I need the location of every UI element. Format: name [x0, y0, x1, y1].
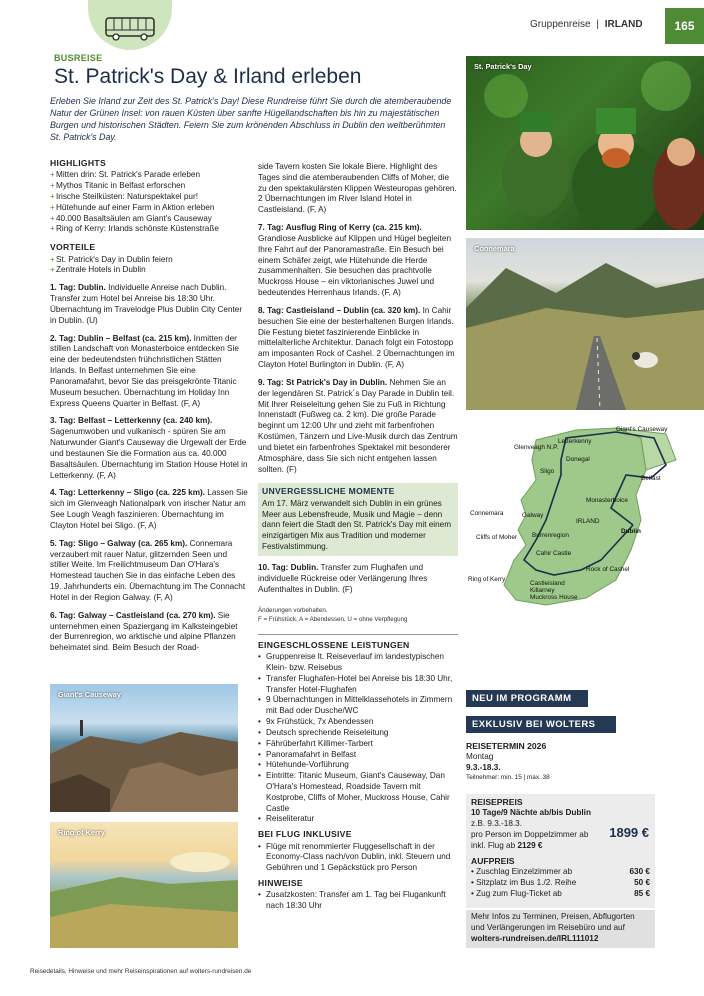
included-heading: EINGESCHLOSSENE LEISTUNGEN	[258, 639, 410, 650]
day-title: 3. Tag: Belfast – Letterkenny (ca. 240 km).	[50, 416, 213, 426]
day-title: 7. Tag: Ausflug Ring of Kerry (ca. 215 km).	[258, 223, 422, 233]
photo-label-kerry: Ring of Kerry	[58, 828, 105, 837]
surcharge-row: • Zuschlag Einzelzimmer ab 630 €	[471, 867, 650, 876]
highlight-item: + 40.000 Basaltsäulen am Giant's Causeway	[50, 214, 248, 225]
photo-giants-causeway	[50, 684, 238, 812]
map-label: Killarney	[530, 587, 555, 594]
highlight-item: + Ring of Kerry: Irlands schönste Küstenstraße	[50, 224, 248, 235]
day-10-text: Transfer zum Flughafen und individuelle Rückreise oder Verlängerung Ihres Aufenthaltes in Dublin. (F)	[258, 562, 428, 594]
itinerary-day	[50, 334, 248, 410]
highlight-item: + Hütehunde auf einer Farm in Aktion erleben	[50, 203, 248, 214]
middle-column	[258, 162, 458, 912]
price-with-flight: 2129 €	[517, 840, 543, 850]
flight-list	[258, 842, 458, 874]
hint-item: • Zusatzkosten: Transfer am 1. Tag bei Flugankunft nach 18:30 Uhr	[258, 890, 458, 912]
more-info-text: Mehr Infos zu Terminen, Preisen, Abflugorten und Verlängerungen im Reisebüro und auf	[471, 912, 635, 932]
day-title: 6. Tag: Galway – Castleisland (ca. 270 km).	[50, 610, 216, 620]
day-title: 5. Tag: Sligo – Galway (ca. 265 km).	[50, 538, 188, 548]
price-line4a: inkl. Flug ab	[471, 840, 516, 850]
surcharge-price: 85 €	[634, 888, 650, 898]
day-10	[258, 563, 458, 595]
itinerary-day	[50, 488, 248, 531]
day-text: Sagenumwoben und vulkanisch - spüren Sie am Naturwunder Giant's Causeway die Urgewalt der Erde und bestaunen Sie die Formation aus ca. 40.000 Basaltsäulen. Übernachtung im Station House Hotel in Letterkenny. (F, A)	[50, 427, 248, 480]
map-label: Galway	[522, 512, 544, 519]
price-heading: REISEPREIS	[471, 797, 523, 807]
termin-block	[466, 741, 655, 782]
surcharge-list	[471, 867, 650, 899]
map-label: Belfast	[641, 475, 661, 482]
day6-continuation: side Tavern kosten Sie lokale Biere. Highlight des Tages sind die atemberaubenden Cliffs of Moher, die zu den spektakulärsten Klippen Westeuropas gehören. 2 Übernachtungen im River Island Hotel in Castleisland. (F, A)	[258, 162, 457, 215]
highlight-item: + Irische Steilküsten: Naturspektakel pur!	[50, 192, 248, 203]
notes-changes: Änderungen vorbehalten.	[258, 607, 328, 615]
day-text: Individuelle Anreise nach Dublin. Transfer zum Hotel bei Anreise bis 18:30 Uhr. Übernachtung im Travelodge Plus Dublin City Center in Dublin. (U)	[50, 283, 243, 325]
itinerary-day	[50, 539, 248, 604]
price-line1: 10 Tage/9 Nächte ab/bis Dublin	[471, 808, 591, 818]
termin-dates: 9.3.-18.3.	[466, 763, 501, 773]
map-label: Dublin	[621, 528, 641, 535]
page-number: 165	[665, 8, 704, 44]
memorable-text: Am 17. März verwandelt sich Dublin in ein grünes Meer aus Lebensfreude, Musik und Magie – denn dann feiert die Stadt den St. Patrick's Day mit einem einzigartigen Mix aus Tradition und moderner Festivalstimmung.	[262, 498, 452, 552]
header-category: Gruppenreise	[530, 19, 591, 30]
itinerary-day	[258, 223, 458, 299]
included-item: • 9 Übernachtungen in Mittelklassehotels in Zimmern mit Bad oder Dusche/WC	[258, 695, 458, 717]
photo-label-connemara: Connemara	[474, 244, 515, 253]
ireland-map	[466, 420, 704, 620]
footer-text: Reisedetails, Hinweise und mehr Reiseinspirationen auf wolters-rundreisen.de	[30, 968, 252, 975]
highlights-heading: HIGHLIGHTS	[50, 158, 106, 168]
day-title: 2. Tag: Dublin – Belfast (ca. 215 km).	[50, 333, 192, 343]
day-title: 8. Tag: Castleisland – Dublin (ca. 320 km).	[258, 305, 421, 315]
flight-item: • Flüge mit renommierter Fluggesellschaft in der Economy-Class nach/von Dublin, inkl. Steuern und Gebühren und 1 Gepäckstück pro Person	[258, 842, 458, 874]
surcharge-label: Sitzplatz im Bus 1./2. Reihe	[476, 877, 577, 887]
included-item: • Eintritte: Titanic Museum, Giant's Causeway, Dan O'Hara's Homestead, Roadside Tavern mit Kostprobe, Cliffs of Moher, Muckross House, Cahir Castle	[258, 771, 458, 814]
itinerary-day	[50, 283, 248, 326]
map-label: Muckross House	[530, 594, 578, 601]
memorable-heading: UNVERGESSLICHE MOMENTE	[262, 486, 395, 497]
map-label: Rock of Cashel	[586, 566, 630, 573]
hints-heading: HINWEISE	[258, 878, 303, 889]
intro-text: Erleben Sie Irland zur Zeit des St. Patrick's Day! Diese Rundreise führt Sie durch die atemberaubende Natur der Grünen Insel: von rauen Küsten über sanfte Hügellandschaften bis hin zu majestätischen Burgen und historischen Städten. Feiern Sie zum krönenden Abschluss in Dublin den weltberühmten St. Patrick's Day.	[50, 96, 452, 142]
photo-label-stpatrick: St. Patrick's Day	[474, 62, 532, 71]
map-label: Sligo	[540, 468, 555, 475]
badge-new: NEU IM PROGRAMM	[466, 690, 588, 707]
header-country: IRLAND	[604, 19, 643, 30]
badge-exclusive: EXKLUSIV BEI WOLTERS	[466, 716, 616, 733]
termin-participants: Teilnehmer: min. 15 | max. 38	[466, 774, 550, 781]
included-item: • Fährüberfahrt Killimer-Tarbert	[258, 739, 458, 750]
itinerary-day	[258, 306, 458, 371]
surcharge-label: Zug zum Flug-Ticket ab	[476, 888, 562, 898]
map-label: Monasterboice	[586, 497, 628, 504]
day-text: Grandiose Ausblicke auf Klippen und Hügel begleiten Ihre Fahrt auf der Panoramastraße. Ein Besuch bei einem Schäfer zeigt, wie Hütehunde die Herde zusammenhalten. Sie besuchen das prachtvolle Muckross House – ein viktorianisches Juwel und bedeutendes Herrenhaus Irlands. (F, A)	[258, 233, 451, 298]
left-column	[50, 158, 248, 654]
day-title: 9. Tag: St Patrick's Day in Dublin.	[258, 377, 388, 387]
surcharge-price: 50 €	[634, 877, 650, 887]
included-item: • 9x Frühstück, 7x Abendessen	[258, 717, 458, 728]
day-text: In Cahir besuchen Sie eine der besterhaltenen Burgen Irlands. Die Festung bietet faszinierende Einblicke in mittelalterliche Architektur. Danach folgt ein Fotostopp am imposanten Rock of Cashel. 2 Übernachtungen im Clayton Hotel Burlington in Dublin. (F, A)	[258, 305, 455, 370]
memorable-box	[258, 483, 458, 555]
page-header: Gruppenreise | IRLAND 165	[0, 0, 704, 40]
map-label: Ring of Kerry	[468, 576, 506, 583]
highlight-item: + Mythos Titanic in Belfast erforschen	[50, 181, 248, 192]
map-label: IRLAND	[576, 518, 600, 525]
included-item: • Gruppenreise lt. Reiseverlauf im landestypischen Klein- bzw. Reisebus	[258, 652, 458, 674]
flight-heading: BEI FLUG INKLUSIVE	[258, 829, 352, 840]
surcharge-label: Zuschlag Einzelzimmer ab	[476, 867, 573, 876]
advantage-item: + St. Patrick's Day in Dublin feiern	[50, 255, 248, 266]
itinerary-day	[50, 416, 248, 481]
itinerary-day	[258, 378, 458, 475]
map-label: Letterkenny	[558, 438, 592, 445]
notes-legend: F = Frühstück, A = Abendessen, U = ohne Verpflegung	[258, 615, 408, 623]
advantages-heading: VORTEILE	[50, 242, 96, 253]
termin-weekday: Montag	[466, 752, 494, 762]
included-item: • Hütehunde-Vorführung	[258, 760, 458, 771]
day-text: Connemara verzaubert mit rauer Natur, glitzernden Seen und stiller Weite. Im Freilichtmuseum Dan O'Hara's Homestead tauchen Sie in das einfache Leben des 19. Jahrhunderts ein. Übernachtung im The Connacht Hotel in der Region Galway. (F, A)	[50, 538, 246, 602]
day-title: 1. Tag: Dublin.	[50, 283, 106, 293]
surcharge-row: • Zug zum Flug-Ticket ab 85 €	[471, 888, 650, 898]
map-label: Donegal	[566, 456, 590, 463]
highlight-item: + Mitten drin: St. Patrick's Parade erleben	[50, 170, 248, 181]
surcharge-heading: AUFPREIS	[471, 855, 515, 866]
itinerary-middle	[258, 223, 458, 475]
map-labels	[466, 420, 704, 620]
hints-list	[258, 890, 458, 912]
more-info-box	[466, 910, 655, 948]
day-text: Inmitten der stillen Landschaft von Monasterboice entdecken Sie eine der bedeutendsten frühchristlichen Stätten Irlands. In Belfast unternehmen Sie eine Panoramafahrt, bevor Sie das preisgekrönte Titanic Museum besuchen. Übernachtung im Holiday Inn Express Queens Quarter in Belfast. (F, A)	[50, 333, 239, 408]
price-line3: pro Person im Doppelzimmer ab	[471, 830, 589, 839]
itinerary-day	[50, 611, 248, 654]
surcharge-row: • Sitzplatz im Bus 1./2. Reihe 50 €	[471, 877, 650, 887]
map-label: Cahir Castle	[536, 550, 572, 557]
page-title: St. Patrick's Day & Irland erleben	[54, 64, 362, 88]
price-line2: z.B. 9.3.-18.3.	[471, 819, 522, 829]
termin-heading: REISETERMIN 2026	[466, 741, 547, 751]
highlights-list	[50, 170, 248, 235]
title-kicker: BUSREISE	[54, 53, 103, 63]
map-label: Cliffs of Moher	[476, 534, 518, 541]
photo-ring-of-kerry	[50, 822, 238, 948]
included-item: • Panoramafahrt in Belfast	[258, 750, 458, 761]
map-label: Glenveagh N.P.	[514, 444, 559, 451]
price-amount: 1899 €	[609, 825, 649, 840]
price-box	[466, 794, 655, 908]
itinerary-left	[50, 283, 248, 654]
advantages-list	[50, 255, 248, 277]
included-item: • Transfer Flughafen-Hotel bei Anreise bis 18:30 Uhr, Transfer Hotel-Flughafen	[258, 674, 458, 696]
photo-label-causeway: Giant's Causeway	[58, 690, 121, 699]
map-label: Burrenregion	[532, 532, 569, 539]
included-item: • Reiseliteratur	[258, 814, 458, 825]
bus-icon	[88, 0, 172, 50]
day-text: Nehmen Sie an der legendären St. Patrick´s Day Parade in Dublin teil. Mit Ihrer Reiseleitung gehen Sie zu Fuß in Richtung Innenstadt (Fußweg ca. 2 km). Die große Parade beginnt um 12:00 Uhr und zieht mit farbenfrohen Kostümen, Tänzern und Live-Musik durch das Zentrum und bietet ein farbenfrohes Spektakel mit besonderer Atmosphäre, dass Sie sich nicht entgehen lassen sollten. (F)	[258, 377, 458, 474]
map-label: Connemara	[470, 510, 504, 517]
day-text: Sie unternehmen einen Spaziergang im Kalksteingebiet der Burrenregion, wo arktische und alpine Pflanzen beheimatet sind. Beim Besuch der Road-	[50, 610, 238, 653]
advantage-item: + Zentrale Hotels in Dublin	[50, 265, 248, 276]
map-label: Castleisland	[530, 580, 565, 587]
photo-st-patricks-day	[466, 56, 704, 230]
included-list	[258, 652, 458, 825]
map-label: Giant's Causeway	[616, 426, 668, 433]
photo-connemara	[466, 238, 704, 410]
day-10-title: 10. Tag: Dublin.	[258, 562, 319, 572]
surcharge-price: 630 €	[629, 867, 650, 876]
included-item: • Deutsch sprechende Reiseleitung	[258, 728, 458, 739]
more-info-link[interactable]: wolters-rundreisen.de/IRL111012	[471, 933, 599, 943]
day-title: 4. Tag: Letterkenny – Sligo (ca. 225 km).	[50, 488, 206, 498]
day-text: Lassen Sie sich im Glenveagh Nationalpark von irischer Natur am See Lough Veagh faszinieren. Übernachtung im Clayton Hotel bei Sligo. (F, A)	[50, 488, 248, 530]
